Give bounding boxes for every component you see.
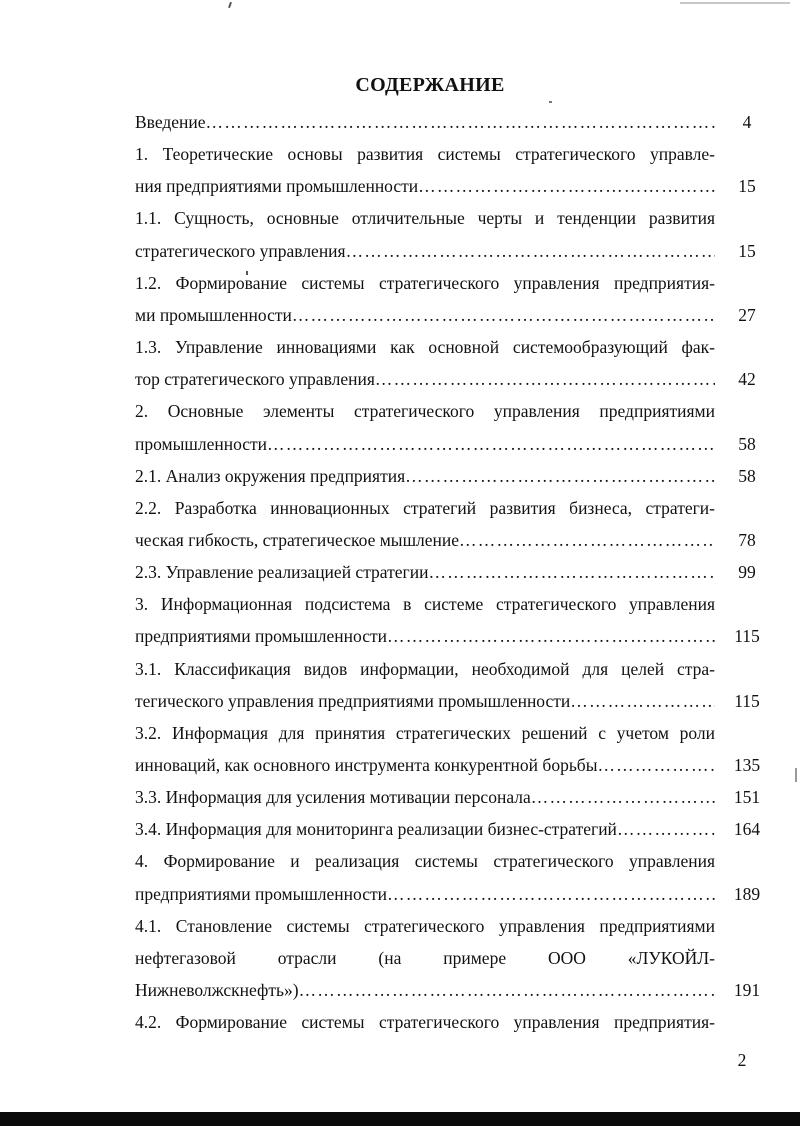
toc-entry-text: 3.3. Информация для усиления мотивации персонала bbox=[135, 787, 531, 808]
toc-page-number: 15 bbox=[738, 240, 756, 261]
dot-leader bbox=[428, 559, 715, 585]
dot-leader bbox=[597, 752, 715, 778]
toc-entry-line bbox=[135, 527, 715, 553]
dot-leader bbox=[531, 784, 715, 810]
toc-entry-text: Введение bbox=[135, 112, 206, 132]
toc-page-number: 4 bbox=[742, 112, 752, 132]
toc-entry-line bbox=[135, 238, 715, 264]
dot-leader bbox=[418, 173, 715, 199]
toc-entry-line bbox=[135, 109, 715, 135]
toc-entry-text: 2.1. Анализ окружения предприятия bbox=[135, 465, 406, 486]
toc-page-number: 189 bbox=[733, 883, 761, 904]
dot-leader bbox=[292, 302, 715, 328]
toc-entry-line: 2.2. Разработка инновационных стратегий развития бизнеса, стратеги- bbox=[135, 497, 715, 518]
page-number: 2 bbox=[737, 1050, 747, 1070]
toc-entry-text: предприятиями промышленности bbox=[135, 626, 387, 647]
dot-leader bbox=[617, 816, 715, 842]
toc-page-number: 135 bbox=[733, 755, 761, 775]
toc-page-number: 164 bbox=[733, 819, 761, 840]
toc-entry-line bbox=[135, 173, 715, 199]
toc-entry-line: 3.2. Информация для принятия стратегических решений с учетом роли bbox=[135, 722, 715, 743]
scan-bottom-bar bbox=[0, 1112, 800, 1126]
toc-page-number: 58 bbox=[738, 465, 756, 486]
dot-leader bbox=[299, 977, 715, 1003]
toc-title: СОДЕРЖАНИЕ bbox=[355, 74, 505, 96]
toc-entry-line bbox=[135, 623, 715, 649]
toc-page-number: 78 bbox=[738, 529, 756, 550]
dot-leader bbox=[267, 431, 715, 457]
toc-entry-line bbox=[135, 688, 715, 714]
scan-artifact-speck bbox=[549, 101, 552, 103]
toc-entry-line: 2. Основные элементы стратегического управления предприятиями bbox=[135, 401, 715, 422]
toc-entry-text: тегического управления предприятиями промышленности bbox=[135, 690, 571, 711]
toc-entry-text: промышленности bbox=[135, 433, 268, 454]
toc-entry-text: ми промышленности bbox=[135, 304, 292, 325]
dot-leader bbox=[346, 238, 715, 264]
toc-entry-line: 3.1. Классификация видов информации, необходимой для целей стра- bbox=[135, 658, 715, 679]
toc-entry-line bbox=[135, 881, 715, 907]
toc-entry-line: 4.2. Формирование системы стратегического управления предприятия- bbox=[135, 1012, 715, 1033]
toc-entry-line: 1. Теоретические основы развития системы стратегического управле- bbox=[135, 144, 715, 165]
toc-entry-text: ния предприятиями промышленности bbox=[135, 176, 419, 197]
toc-entry-line bbox=[135, 977, 715, 1003]
toc-entry-line bbox=[135, 784, 715, 810]
toc-entry-line bbox=[135, 366, 715, 392]
toc-entry-line bbox=[135, 463, 715, 489]
toc-entry-text: 2.3. Управление реализацией стратегии bbox=[135, 562, 429, 583]
toc-page-number: 58 bbox=[738, 433, 756, 454]
scan-artifact-speck bbox=[228, 2, 232, 8]
dot-leader bbox=[387, 881, 715, 907]
toc-page-number: 42 bbox=[738, 369, 756, 390]
toc-page-number: 151 bbox=[733, 787, 761, 808]
toc-page-number: 27 bbox=[738, 304, 756, 325]
toc-entry-line bbox=[135, 816, 715, 842]
toc-entry-text: предприятиями промышленности bbox=[135, 883, 387, 904]
toc-entry-line: 1.1. Сущность, основные отличительные черты и тенденции развития bbox=[135, 208, 715, 229]
toc-entry-line: 1.2. Формирование системы стратегического управления предприятия- bbox=[135, 272, 715, 293]
dot-leader bbox=[375, 366, 715, 392]
toc-entry-line bbox=[135, 752, 715, 778]
toc-page-number: 115 bbox=[734, 626, 760, 647]
toc-entry-line: 4. Формирование и реализация системы стратегического управления bbox=[135, 851, 715, 872]
toc-entry-line: 1.3. Управление инновациями как основной системообразующий фак- bbox=[135, 337, 715, 358]
dot-leader bbox=[459, 527, 715, 553]
scan-artifact-edge bbox=[795, 768, 797, 782]
toc-entry-text: тор стратегического управления bbox=[135, 369, 375, 390]
toc-entry-text: стратегического управления bbox=[135, 240, 346, 261]
toc-entry-line bbox=[135, 302, 715, 328]
toc-page-number: 115 bbox=[734, 690, 760, 711]
dot-leader bbox=[405, 463, 715, 489]
toc-page-number: 99 bbox=[738, 562, 756, 583]
toc-entry-text: инноваций, как основного инструмента конкурентной борьбы bbox=[135, 755, 598, 775]
toc-page-number: 15 bbox=[738, 176, 756, 197]
toc-entry-line: 4.1. Становление системы стратегического управления предприятиями bbox=[135, 915, 715, 936]
toc-entry-line: нефтегазовой отрасли (на примере ООО «ЛУКОЙЛ- bbox=[135, 947, 715, 968]
dot-leader bbox=[206, 109, 715, 135]
dot-leader bbox=[387, 623, 715, 649]
toc-entry-text: 3.4. Информация для мониторинга реализации бизнес-стратегий bbox=[135, 819, 617, 840]
toc-entry-line bbox=[135, 559, 715, 585]
toc-page-number: 191 bbox=[733, 980, 761, 1001]
toc-entry-line bbox=[135, 431, 715, 457]
dot-leader bbox=[570, 688, 715, 714]
toc-entry-text: Нижневолжскнефть») bbox=[135, 980, 299, 1001]
toc-entry-line: 3. Информационная подсистема в системе стратегического управления bbox=[135, 594, 715, 615]
scan-artifact-rule bbox=[680, 2, 790, 4]
toc-entry-text: ческая гибкость, стратегическое мышление bbox=[135, 529, 460, 550]
